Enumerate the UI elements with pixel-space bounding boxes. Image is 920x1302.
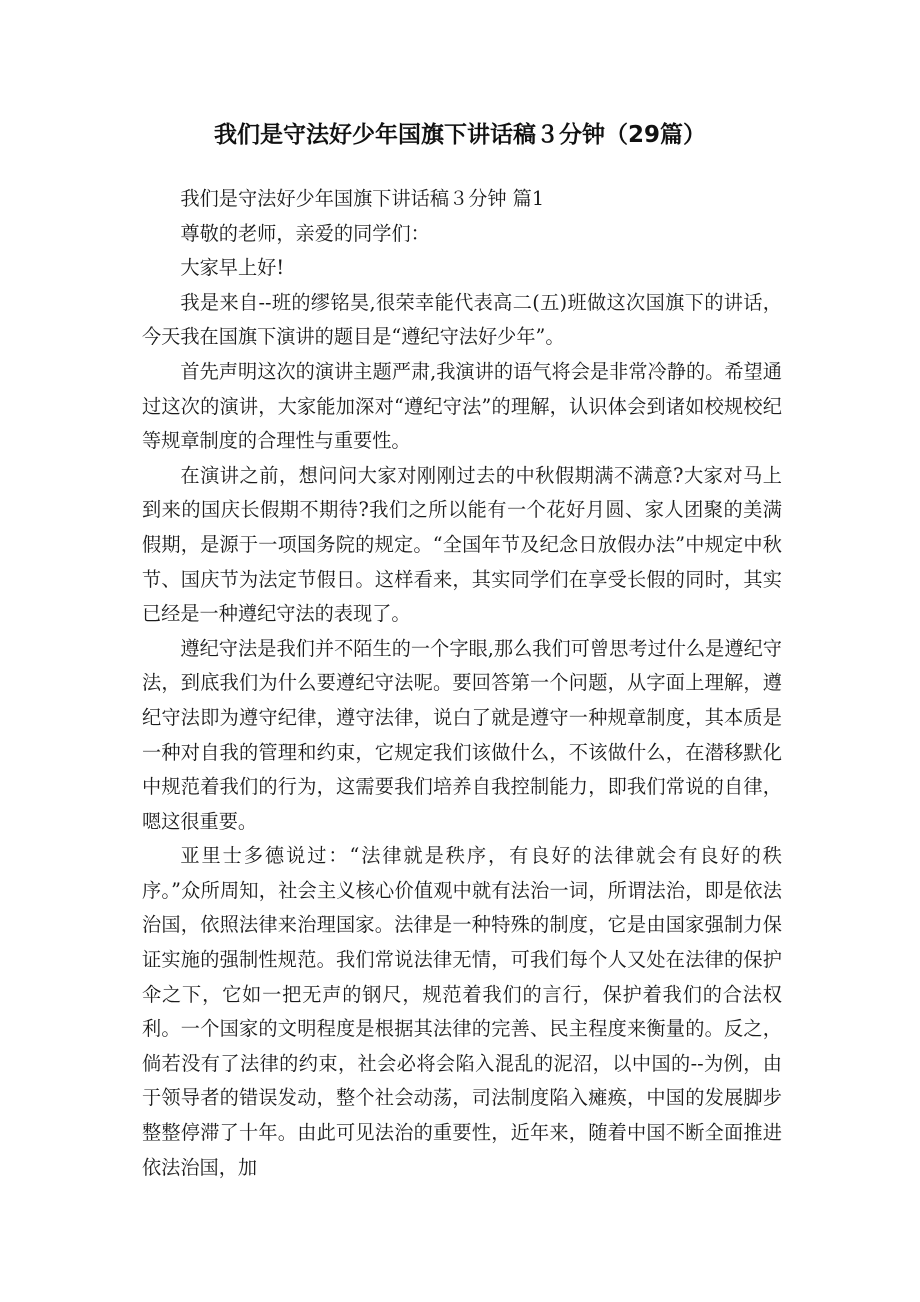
paragraph: 亚里士多德说过：“法律就是秩序，有良好的法律就会有良好的秩序。”众所周知，社会主义核心价值观中就有法治一词，所谓法治，即是依法治国，依照法律来治理国家。法律是一种特殊的制度，它是由国家强制力保证实施的强制性规范。我们常说法律无情，可我们每个人又处在法律的保护伞之下，它如一把无声的钢尺，规范着我们的言行，保护着我们的合法权利。一个国家的文明程度是根据其法律的完善、民主程度来衡量的。反之，倘若没有了法律的约束，社会必将会陷入混乱的泥沼，以中国的--为例，由于领导者的错误发动，整个社会动荡，司法制度陷入瘫痪，中国的发展脚步整整停滞了十年。由此可见法治的重要性，近年来，随着中国不断全面推进依法治国，加 [142,844,782,1179]
paragraph: 首先声明这次的演讲主题严肃,我演讲的语气将会是非常冷静的。希望通过这次的演讲，大家能加深对“遵纪守法”的理解，认识体会到诸如校规校纪等规章制度的合理性与重要性。 [142,359,782,453]
paragraph: 我是来自--班的缪铭昊,很荣幸能代表高二(五)班做这次国旗下的讲话，今天我在国旗下演讲的题目是“遵纪守法好少年”。 [142,290,782,349]
paragraph: 遵纪守法是我们并不陌生的一个字眼,那么我们可曾思考过什么是遵纪守法，到底我们为什么要遵纪守法呢。要回答第一个问题，从字面上理解，遵纪守法即为遵守纪律，遵守法律，说白了就是遵守一种规章制度，其本质是一种对自我的管理和约束，它规定我们该做什么，不该做什么，在潜移默化中规范着我们的行为，这需要我们培养自我控制能力，即我们常说的自律，嗯这很重要。 [142,636,782,833]
document-title: 我们是守法好少年国旗下讲话稿３分钟（29篇） [213,122,706,148]
paragraph: 在演讲之前，想问问大家对刚刚过去的中秋假期满不满意?大家对马上到来的国庆长假期不期待?我们之所以能有一个花好月圆、家人团聚的美满假期，是源于一项国务院的规定。“全国年节及纪念日放假办法”中规定中秋节、国庆节为法定节假日。这样看来，其实同学们在享受长假的同时，其实已经是一种遵纪守法的表现了。 [142,463,782,626]
section-heading: 我们是守法好少年国旗下讲话稿３分钟 篇1 [180,187,545,210]
greeting: 大家早上好! [180,256,285,280]
document-body [142,182,782,1185]
salutation: 尊敬的老师，亲爱的同学们： [180,221,430,245]
